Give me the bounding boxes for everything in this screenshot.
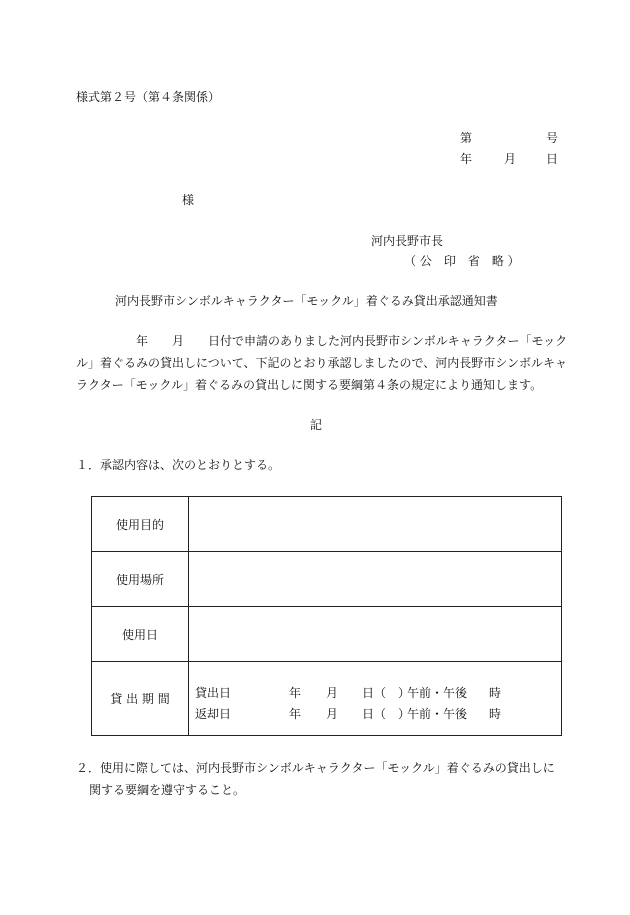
lend-ampm: 午前・午後	[407, 685, 468, 700]
lend-hour: 時	[489, 685, 502, 700]
doc-number-dai: 第	[460, 131, 473, 145]
addressee-suffix: 様	[182, 193, 195, 207]
row-label-place: 使用場所	[92, 552, 189, 607]
return-ampm: 午前・午後	[407, 706, 468, 721]
purpose-cell[interactable]	[189, 497, 562, 552]
ki-heading: 記	[310, 418, 323, 432]
lend-year: 年	[289, 685, 302, 700]
item-2	[76, 757, 566, 801]
return-hour: 時	[489, 706, 502, 721]
item-2-line-2: 関する要綱を遵守すること。	[89, 783, 246, 797]
body-line-1: 年 月 日付で申請のありました河内長野市シンボルキャラクター「モック	[136, 334, 568, 348]
date-day: 日	[546, 152, 559, 166]
place-cell[interactable]	[189, 552, 562, 607]
lend-month: 月	[326, 685, 339, 700]
table-row	[92, 552, 562, 607]
date-year: 年	[460, 152, 473, 166]
row-label-lending-period: 貸 出 期 間	[92, 662, 189, 736]
body-paragraph	[76, 330, 568, 396]
item-1: １．承認内容は、次のとおりとする。	[76, 458, 281, 472]
return-label: 返却日	[195, 706, 232, 721]
form-label: 様式第２号（第４条関係）	[76, 90, 221, 104]
row-label-date: 使用日	[92, 607, 189, 662]
approval-table	[91, 496, 562, 736]
return-day: 日（ ）	[362, 706, 411, 721]
use-date-cell[interactable]	[189, 607, 562, 662]
table-row	[92, 497, 562, 552]
body-line-2: ル」着ぐるみの貸出しについて、下記のとおり承認しましたので、河内長野市シンボルキャ	[76, 356, 567, 370]
seal-omitted: （ 公 印 省 略 ）	[404, 254, 520, 268]
return-year: 年	[289, 706, 302, 721]
date-month: 月	[504, 152, 517, 166]
issuer: 河内長野市長	[371, 234, 444, 248]
body-line-3: ラクター「モックル」着ぐるみの貸出しに関する要綱第４条の規定により通知します。	[76, 378, 543, 392]
lending-period-cell[interactable]	[189, 662, 562, 736]
document-title: 河内長野市シンボルキャラクター「モックル」着ぐるみ貸出承認通知書	[115, 294, 498, 308]
lend-day: 日（ ）	[362, 685, 411, 700]
table-row	[92, 607, 562, 662]
row-label-purpose: 使用目的	[92, 497, 189, 552]
item-2-line-1: ２．使用に際しては、河内長野市シンボルキャラクター「モックル」着ぐるみの貸出しに	[76, 761, 555, 775]
lend-label: 貸出日	[195, 685, 232, 700]
return-month: 月	[326, 706, 339, 721]
return-row	[195, 705, 502, 721]
doc-number-go: 号	[546, 131, 559, 145]
table-row	[92, 662, 562, 736]
lend-row	[195, 684, 502, 700]
